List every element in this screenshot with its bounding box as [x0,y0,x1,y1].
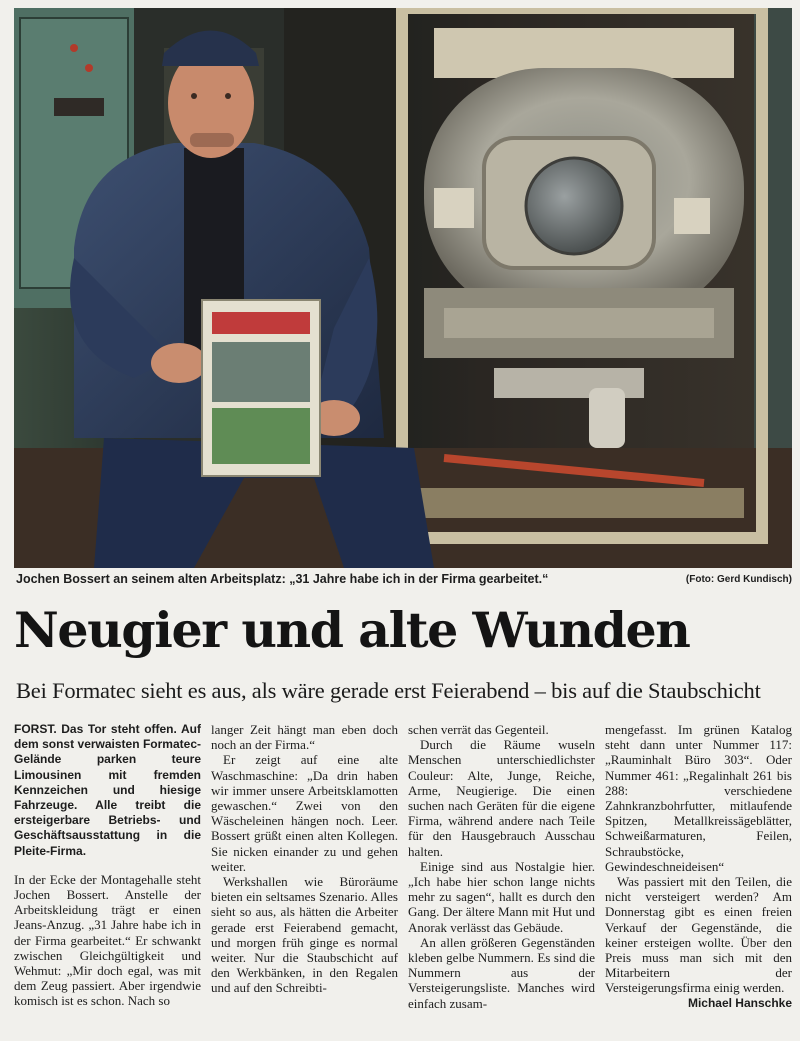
lead-paragraph: FORST. Das Tor steht offen. Auf dem sonst verwaisten Formatec-Gelände parken teure Limousinen mit fremden Kennzeichen und hiesige Fahrzeuge. Alle treibt die ersteigerbare Betriebs- und Geschäftsausstattung in die Pleite-Firma. [14,722,201,858]
photo-credit: (Foto: Gerd Kundisch) [685,574,792,585]
column-4 [605,722,792,1036]
paragraph: An allen größeren Gegenständen kleben gelbe Nummern. Es sind die Nummern aus der Versteigerungsliste. Manches wird einfach zusam- [408,934,595,1011]
paragraph: Durch die Räume wuseln Menschen unterschiedlichster Couleur: Alte, Junge, Reiche, Arme, Neugierige. Die einen suchen nach Geräten für die eigene Firma, während andere nach Teile für den Hausgebrauch Ausschau halten. [408,737,595,859]
column-1 [14,722,201,1036]
paragraph: Werkshallen wie Büroräume bieten ein seltsames Szenario. Alles sieht so aus, als hätten die Arbeiter gerade erst Feierabend gemacht, und morgen früh ginge es normal weiter. Nur die Staubschicht auf den Werkbänken, in den Regalen und auf den Schreibti- [211,874,398,996]
article-photo [14,8,792,568]
column-2 [211,722,398,1036]
paragraph: mengefasst. Im grünen Katalog steht dann unter Nummer 117: „Rauminhalt Büro 303“. Oder Nummer 461: „Regalinhalt 261 bis 288: verschiedene Zahnkranzbohrfutter, mitlaufende Spitzen, Metallkreissägeblätter, Schweißarmaturen, Feilen, Schraubstöcke, Gewindeschneideisen“ [605,722,792,874]
article-author: Michael Hanschke [687,995,792,1010]
column-3 [408,722,595,1036]
paragraph: langer Zeit hängt man eben doch noch an der Firma.“ [211,722,398,753]
paragraph: In der Ecke der Montagehalle steht Jochen Bossert. Anstelle der Arbeitskleidung trägt er einen Jeans-Anzug. „31 Jahre habe ich in der Firma gearbeitet.“ Er schwankt zwischen Gleichgültigkeit und Wehmut: „Mir doch egal, was mit dem Zeug passiert. Aber irgendwie komisch ist es schon. Nach so [14,871,201,1009]
paragraph: schen verrät das Gegenteil. [408,722,549,737]
paragraph: Einige sind aus Nostalgie hier. „Ich habe hier schon lange nichts mehr zu sagen“, hallt es durch den Gang. Der ältere Mann mit Hut und Anorak verlässt das Gebäude. [408,858,595,935]
photo-caption-bar [16,572,792,590]
photo-caption: Jochen Bossert an seinem alten Arbeitsplatz: „31 Jahre habe ich in der Firma gearbeitet.“ [16,572,549,586]
paragraph: Er zeigt auf eine alte Waschmaschine: „Da drin haben wir immer unsere Arbeitsklamotten gewaschen.“ Zwei von den Wäscheleinen hängen noch. Leer. Bossert grüßt einen alten Kollegen. Sie nicken einander zu und gehen weiter. [211,752,398,874]
paragraph: Was passiert mit den Teilen, die nicht versteigert werden? Am Donnerstag gibt es einen freien Verkauf der Gegenstände, die keiner ersteigen wollte. Über den Preis muss man sich mit den Mitarbeitern der Versteigerungsfirma einig werden. [605,874,792,996]
article-headline: Neugier und alte Wunden [14,601,690,659]
article-body [14,722,792,1036]
article-subheadline: Bei Formatec sieht es aus, als wäre gerade erst Feierabend – bis auf die Staubschicht [16,678,761,703]
